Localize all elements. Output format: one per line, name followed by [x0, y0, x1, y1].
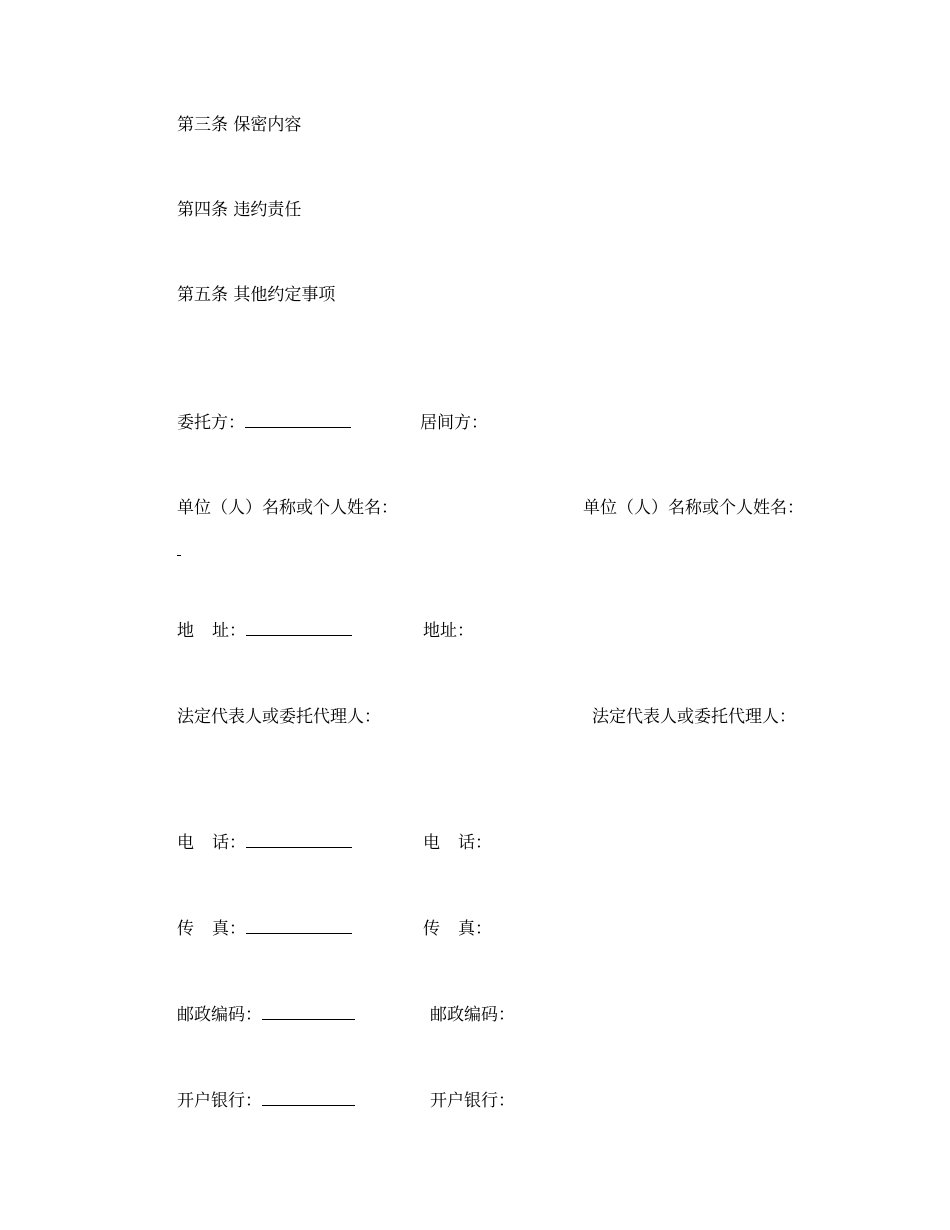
phone-left-label-a: 电	[177, 833, 194, 853]
fax-blank[interactable]	[246, 919, 352, 934]
intermediary-label: 居间方：	[420, 413, 488, 433]
unit-name-left-label: 单位（人）名称或个人姓名：	[177, 498, 398, 518]
postal-blank[interactable]	[262, 1005, 355, 1020]
postal-left-row	[177, 1004, 355, 1026]
phone-blank[interactable]	[246, 833, 352, 848]
fax-right-label-a: 传	[423, 919, 440, 939]
fax-right-row	[423, 918, 492, 940]
fax-left-label-a: 传	[177, 919, 194, 939]
bank-blank[interactable]	[262, 1091, 355, 1106]
phone-right-label-b: 话：	[458, 833, 492, 853]
article-5-heading: 第五条 其他约定事项	[177, 285, 336, 305]
fax-left-row	[177, 918, 352, 940]
postal-left-label: 邮政编码：	[177, 1005, 262, 1025]
address-right-label: 地址：	[423, 621, 474, 641]
principal-label: 委托方：	[177, 413, 245, 433]
principal-blank[interactable]	[245, 413, 351, 428]
phone-left-row	[177, 832, 352, 854]
article-4-heading: 第四条 违约责任	[177, 200, 302, 220]
postal-right-label: 邮政编码：	[430, 1005, 515, 1025]
bank-left-row	[177, 1090, 355, 1112]
address-left-label-a: 地	[177, 621, 194, 641]
unit-name-right-label: 单位（人）名称或个人姓名：	[583, 498, 804, 518]
stray-dash	[177, 555, 181, 556]
legal-rep-left-label: 法定代表人或委托代理人：	[177, 707, 381, 727]
fax-right-label-b: 真：	[458, 919, 492, 939]
address-left-label-b: 址：	[212, 621, 246, 641]
legal-rep-right-label: 法定代表人或委托代理人：	[592, 707, 796, 727]
phone-right-row	[423, 832, 492, 854]
principal-row	[177, 412, 351, 434]
article-3-heading: 第三条 保密内容	[177, 115, 302, 135]
address-left-row	[177, 620, 352, 642]
phone-left-label-b: 话：	[212, 833, 246, 853]
phone-right-label-a: 电	[423, 833, 440, 853]
bank-left-label: 开户银行：	[177, 1091, 262, 1111]
bank-right-label: 开户银行：	[430, 1091, 515, 1111]
address-blank[interactable]	[246, 621, 352, 636]
fax-left-label-b: 真：	[212, 919, 246, 939]
